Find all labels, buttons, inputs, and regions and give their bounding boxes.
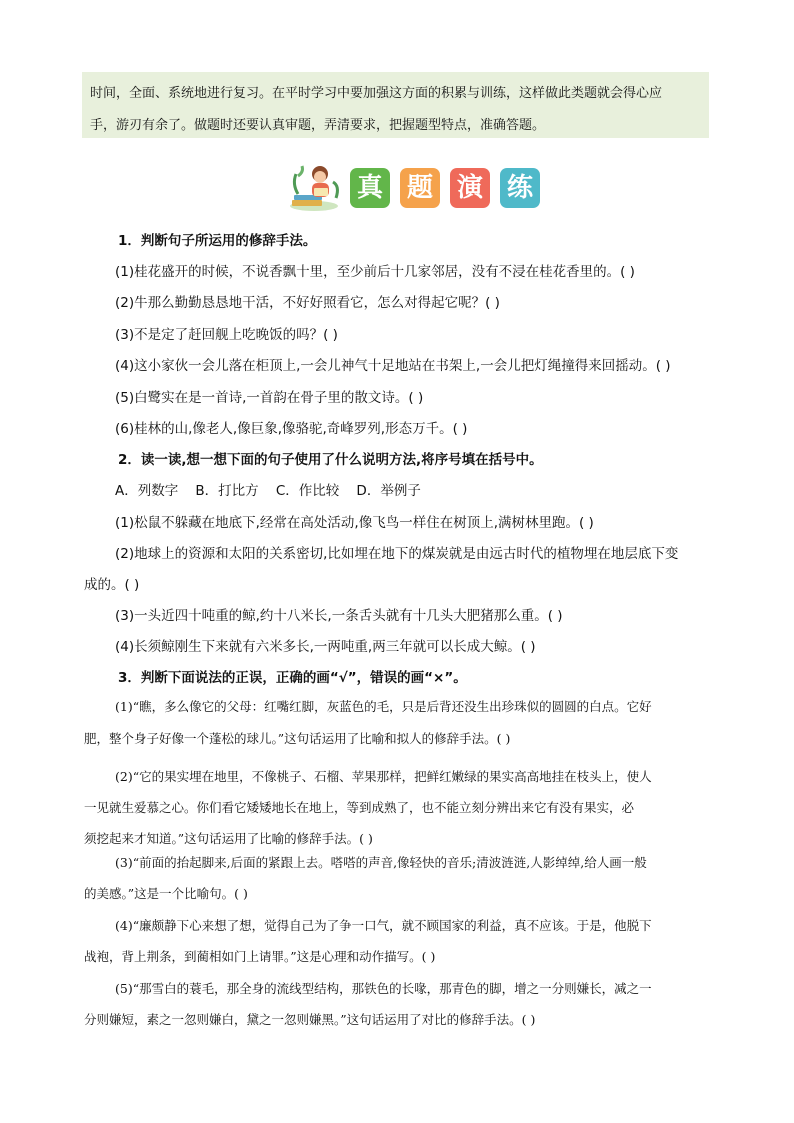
q3-item-2-line-2: 一见就生爱慕之心。你们看它矮矮地长在地上，等到成熟了，也不能立刻分辨出来它有没有果实，必	[84, 800, 635, 815]
q3-item-2-line-3: 须挖起来才知道。”这句话运用了比喻的修辞手法。( )	[84, 831, 373, 846]
banner-tile-1: 真	[350, 168, 390, 208]
q2-item-4: (4)长须鲸刚生下来就有六米多长,一两吨重,两三年就可以长成大鲸。( )	[115, 639, 536, 655]
q1-item-6: (6)桂林的山,像老人,像巨象,像骆驼,奇峰罗列,形态万千。( )	[115, 421, 468, 437]
intro-line-1: 时间，全面、系统地进行复习。在平时学习中要加强这方面的积累与训练，这样做此类题就会得心应	[90, 86, 663, 101]
q3-item-4-line-1: (4)“廉颇静下心来想了想，觉得自己为了争一口气，就不顾国家的利益，真不应该。于是，他脱下	[115, 918, 652, 933]
q3-item-4-line-2: 战袍，背上荆条，到蔺相如门上请罪。”这是心理和动作描写。( )	[84, 949, 436, 964]
q2-item-2-line-2: 成的。( )	[84, 577, 140, 593]
q3-item-5-line-1: (5)“那雪白的蓑毛，那全身的流线型结构，那铁色的长喙，那青色的脚，增之一分则嫌长，减之一	[115, 981, 652, 996]
q3-item-1-line-1: (1)“瞧，多么像它的父母：红嘴红脚，灰蓝色的毛，只是后背还没生出珍珠似的圆圆的白点。它好	[115, 699, 652, 714]
q3-item-3-line-1: (3)“前面的抬起脚来,后面的紧跟上去。嗒嗒的声音,像轻快的音乐;清波涟涟,人影绰绰,给人画一般	[115, 855, 647, 870]
girl-reading-illustration-icon	[288, 162, 344, 212]
intro-line-2: 手，游刃有余了。做题时还要认真审题，弄清要求，把握题型特点，准确答题。	[90, 118, 546, 133]
q2-item-3: (3)一头近四十吨重的鲸,约十八米长,一条舌头就有十几头大肥猪那么重。( )	[115, 608, 563, 624]
q2-item-1: (1)松鼠不躲藏在地底下,经常在高处活动,像飞鸟一样住在树顶上,满树林里跑。( )	[115, 515, 594, 531]
q3-title: 3．判断下面说法的正误，正确的画“√”，错误的画“×”。	[118, 670, 467, 686]
banner-tile-4: 练	[500, 168, 540, 208]
banner-tile-3: 演	[450, 168, 490, 208]
q3-item-1-line-2: 肥，整个身子好像一个蓬松的球儿。”这句话运用了比喻和拟人的修辞手法。( )	[84, 731, 511, 746]
q1-item-2: (2)牛那么勤勤恳恳地干活，不好好照看它，怎么对得起它呢？( )	[115, 295, 500, 311]
q3-item-2-line-1: (2)“它的果实埋在地里，不像桃子、石榴、苹果那样，把鲜红嫩绿的果实高高地挂在枝头上，使人	[115, 769, 652, 784]
q1-item-5: (5)白鹭实在是一首诗,一首韵在骨子里的散文诗。( )	[115, 390, 424, 406]
q2-title: 2．读一读,想一想下面的句子使用了什么说明方法,将序号填在括号中。	[118, 452, 543, 468]
q3-item-5-line-2: 分则嫌短，素之一忽则嫌白，黛之一忽则嫌黑。”这句话运用了对比的修辞手法。( )	[84, 1012, 536, 1027]
q1-title: 1．判断句子所运用的修辞手法。	[118, 233, 317, 249]
section-banner	[288, 162, 548, 212]
banner-tile-2: 题	[400, 168, 440, 208]
q2-options: A．列数字 B．打比方 C．作比较 D．举例子	[115, 483, 421, 499]
q1-item-3: (3)不是定了赶回舰上吃晚饭的吗？( )	[115, 327, 338, 343]
q1-item-4: (4)这小家伙一会儿落在柜顶上,一会儿神气十足地站在书架上,一会儿把灯绳撞得来回摇动。( )	[115, 358, 671, 374]
q3-item-3-line-2: 的美感。”这是一个比喻句。( )	[84, 886, 248, 901]
intro-box	[82, 72, 709, 138]
q2-item-2-line-1: (2)地球上的资源和太阳的关系密切,比如埋在地下的煤炭就是由远古时代的植物埋在地层底下变	[115, 546, 679, 562]
q1-item-1: (1)桂花盛开的时候，不说香飘十里，至少前后十几家邻居，没有不浸在桂花香里的。( )	[115, 264, 635, 280]
